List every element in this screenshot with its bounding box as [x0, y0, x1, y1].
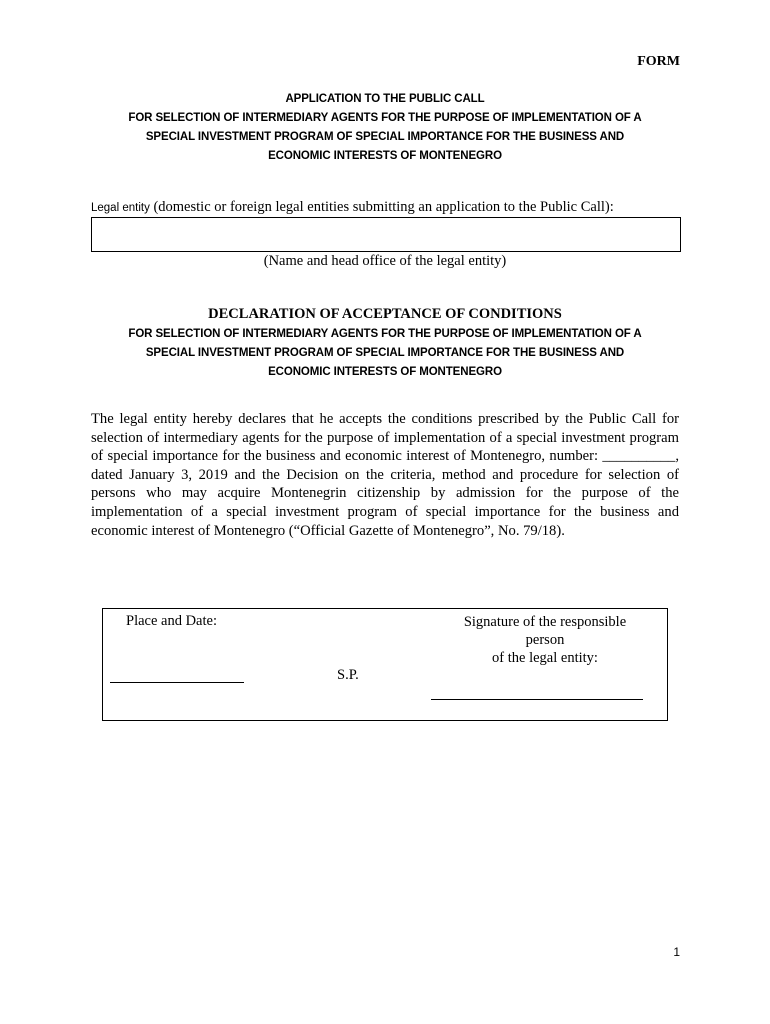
heading-line-3: SPECIAL INVESTMENT PROGRAM OF SPECIAL IMPORTANCE FOR THE BUSINESS AND: [145, 131, 625, 143]
signature-label-line-1: Signature of the responsible: [463, 614, 627, 630]
application-heading: [90, 90, 680, 166]
place-date-line[interactable]: [110, 682, 244, 683]
signature-block: [102, 608, 668, 721]
legal-entity-field[interactable]: [91, 217, 681, 252]
heading-line-1: APPLICATION TO THE PUBLIC CALL: [285, 93, 485, 105]
legal-entity-description: (domestic or foreign legal entities submitting an application to the Public Call):: [153, 199, 614, 215]
legal-entity-label: Legal entity: [91, 202, 150, 214]
declaration-line-4: ECONOMIC INTERESTS OF MONTENEGRO: [268, 366, 502, 378]
declaration-title: DECLARATION OF ACCEPTANCE OF CONDITIONS: [208, 306, 562, 322]
signature-label: [435, 613, 655, 667]
place-date-label: Place and Date:: [126, 613, 217, 629]
heading-line-4: ECONOMIC INTERESTS OF MONTENEGRO: [268, 150, 502, 162]
legal-entity-prompt: [91, 199, 614, 216]
stamp-label: S.P.: [337, 667, 359, 683]
declaration-line-3: SPECIAL INVESTMENT PROGRAM OF SPECIAL IMPORTANCE FOR THE BUSINESS AND: [145, 347, 625, 359]
declaration-body: The legal entity hereby declares that he accepts the conditions prescribed by the Public Call for selection of intermediary agents for the purpose of implementation of a special investment program of special importance for the business and economic interest of Montenegro, number: __________, dated January 3, 2019 and the Decision on the criteria, method and procedure for selection of persons who may acquire Montenegrin citizenship by admission for the purpose of the implementation of a special investment program of special importance for the business and economic interest of Montenegro (“Official Gazette of Montenegro”, No. 79/18).: [91, 411, 679, 539]
declaration-line-2: FOR SELECTION OF INTERMEDIARY AGENTS FOR THE PURPOSE OF IMPLEMENTATION OF A: [128, 328, 642, 340]
declaration-subheading: [90, 325, 680, 382]
legal-entity-caption: (Name and head office of the legal entity): [263, 253, 507, 269]
signature-line[interactable]: [431, 699, 643, 700]
signature-label-line-3: of the legal entity:: [492, 650, 598, 666]
form-label: FORM: [637, 54, 680, 69]
page-number: 1: [673, 945, 680, 959]
signature-label-line-2: person: [525, 632, 565, 648]
heading-line-2: FOR SELECTION OF INTERMEDIARY AGENTS FOR THE PURPOSE OF IMPLEMENTATION OF A: [128, 112, 642, 124]
